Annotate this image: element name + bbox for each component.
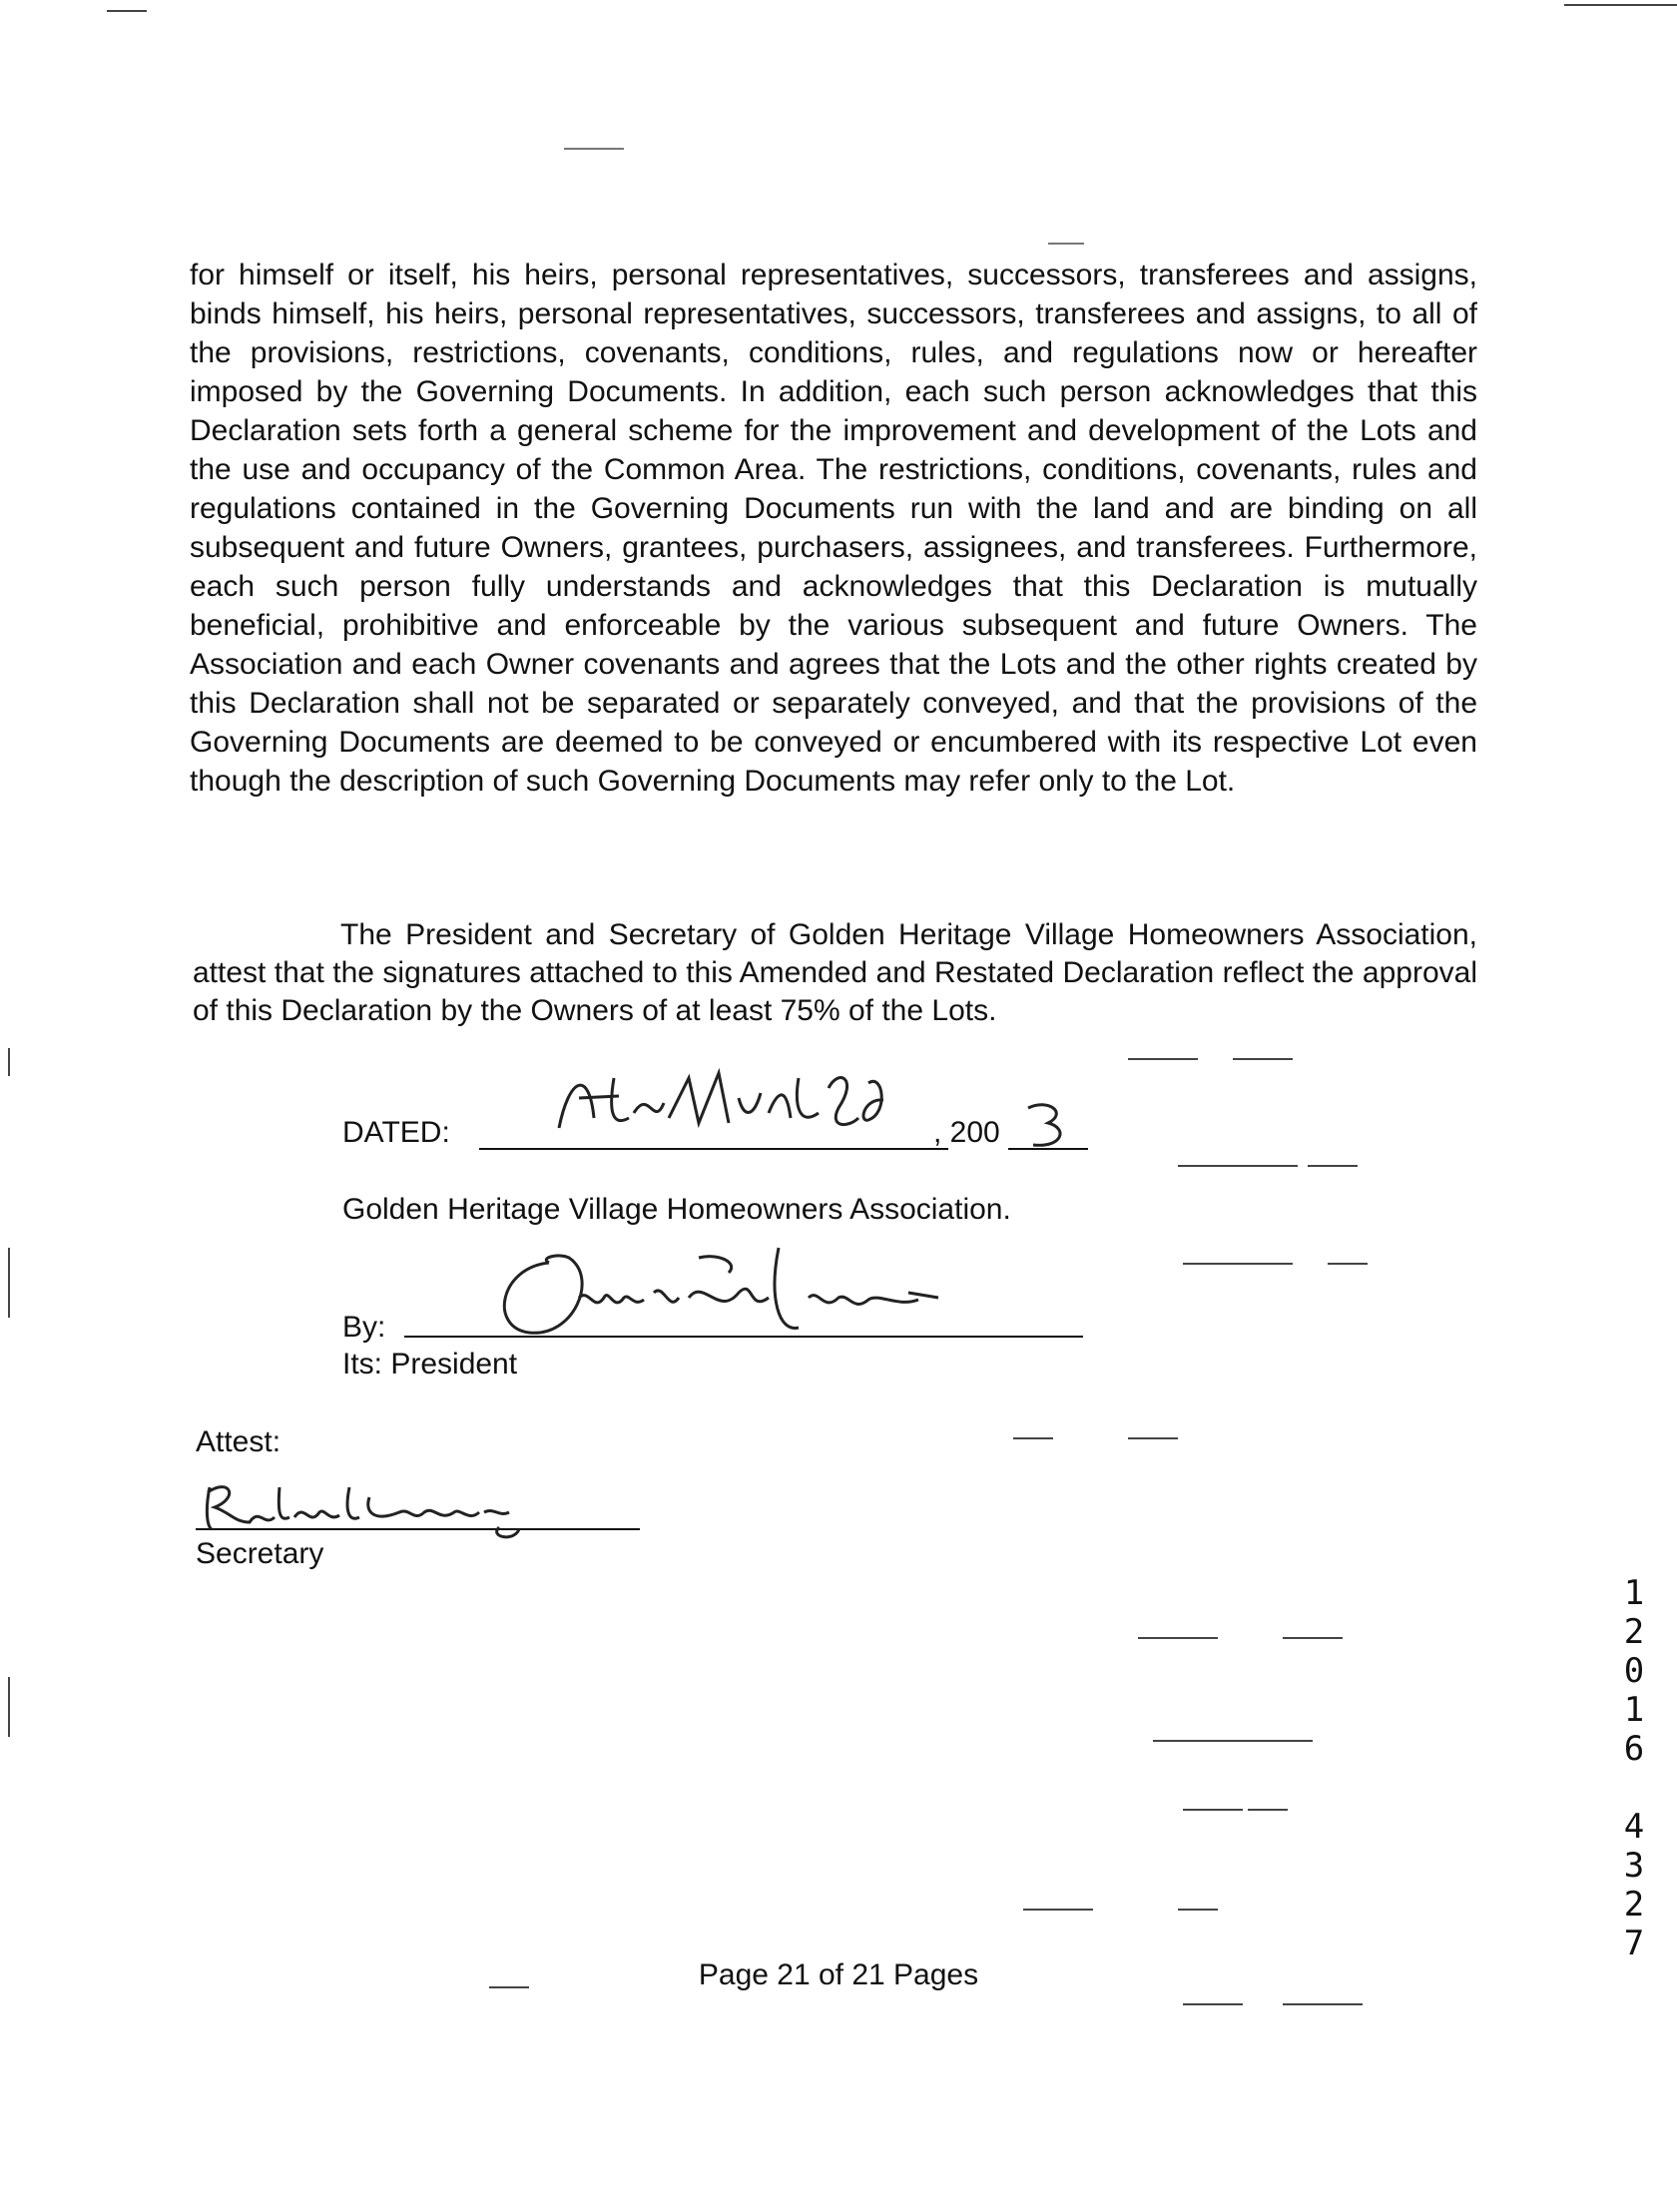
handwritten-year [1013,1093,1093,1153]
scan-mark [1128,1437,1178,1439]
scan-mark [1128,1058,1198,1060]
scan-mark [1328,1263,1368,1265]
stamp-digit: 2 [1623,1612,1645,1652]
president-title: Its: President [342,1348,518,1381]
stamp-digit: 6 [1623,1729,1645,1769]
stamp-digit: 7 [1623,1924,1645,1963]
stamp-digit: 1 [1623,1573,1645,1613]
page-number-footer: Page 21 of 21 Pages [698,1958,979,1991]
scan-mark [1013,1437,1053,1439]
scan-mark [1023,1909,1093,1911]
scan-mark [107,10,147,12]
declaration-body-paragraph: for himself or itself, his heirs, personal representatives, successors, transferees and assigns, binds himself, his heirs, personal representatives, successors, transferees and assigns, to all of the provisions, restrictions, covenants, conditions, rules, and regulations now or hereafter imposed by the Governing Documents. In addition, each such person acknowledges that this Declaration sets forth a general scheme for the improvement and development of the Lots and the use and occupancy of the Common Area. The restrictions, conditions, covenants, rules and regulations contained in the Governing Documents run with the land and are binding on all subsequent and future Owners, grantees, purchasers, assignees, and transferees. Furthermore, each such person fully understands and acknowledges that this Declaration is mutually beneficial, prohibitive and enforceable by the various subsequent and future Owners. The Association and each Owner covenants and agrees that the Lots and the other rights created by this Declaration shall not be separated or separately conveyed, and that the provisions of the Governing Documents are deemed to be conveyed or encumbered with its respective Lot even though the description of such Governing Documents may refer only to the Lot. [190,259,1477,798]
scan-mark [1048,243,1084,245]
stamp-digit: 1 [1623,1690,1645,1730]
stamp-digit: 2 [1623,1885,1645,1925]
association-name: Golden Heritage Village Homeowners Association. [342,1193,1011,1226]
dated-label: DATED: [342,1116,450,1149]
president-signature [479,1238,1118,1358]
attestation-paragraph: The President and Secretary of Golden Heritage Village Homeowners Association, attest that the signatures attached to this Amended and Restated Declaration reflect the approval of this Declaration by the Owners of at least 75% of the Lots. [193,918,1477,1027]
scan-mark [1233,1058,1293,1060]
scan-mark [1183,2003,1243,2005]
scan-mark [1248,1809,1288,1811]
scan-mark [1283,2003,1363,2005]
scan-mark [8,1677,10,1737]
handwritten-date-text: March 26 [679,1118,684,1119]
attest-label: Attest: [196,1425,281,1458]
scan-mark [1138,1637,1218,1639]
scan-mark [8,1048,10,1076]
scan-mark [1183,1809,1243,1811]
scan-mark [1183,1263,1293,1265]
scan-mark [1153,1740,1313,1742]
scan-mark [8,1248,10,1318]
scan-mark [1564,4,1677,6]
scan-mark [1283,1637,1343,1639]
recording-number-stamp [1614,1574,1654,1963]
by-label: By: [342,1311,386,1344]
scan-mark [564,148,624,150]
stamp-digit: 3 [1623,1846,1645,1886]
scan-mark [1178,1909,1218,1911]
scan-mark [1308,1165,1358,1167]
stamp-digit: 0 [1623,1651,1645,1691]
stamp-digit: 4 [1623,1807,1645,1847]
date-signature-line [479,1148,948,1150]
scan-mark [1178,1165,1298,1167]
date-year-prefix: , 200 [933,1116,1000,1149]
secretary-title: Secretary [196,1537,324,1570]
